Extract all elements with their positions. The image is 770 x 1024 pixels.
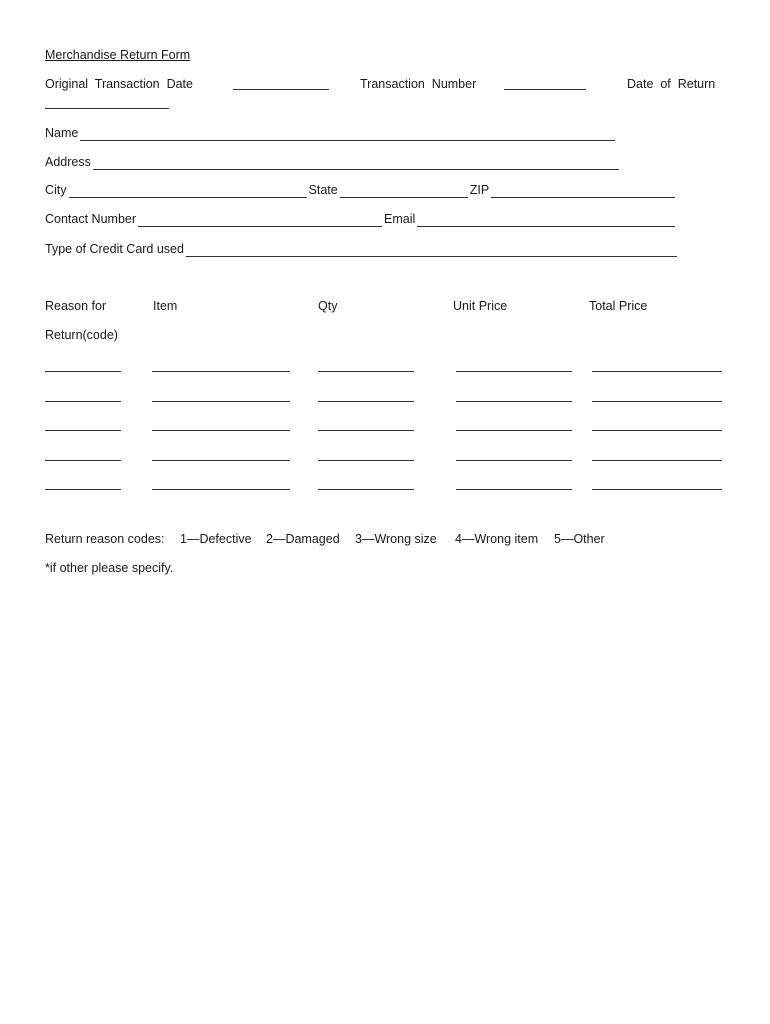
state-field[interactable]: [340, 185, 468, 198]
reason-code-field[interactable]: [45, 460, 121, 461]
code-defective: 1—Defective: [180, 532, 252, 546]
date-of-return-label: Date of Return: [627, 77, 716, 91]
address-row: [45, 155, 621, 170]
qty-field[interactable]: [318, 430, 414, 431]
qty-field[interactable]: [318, 489, 414, 490]
name-field[interactable]: [80, 128, 615, 141]
date-of-return-field[interactable]: [45, 108, 169, 109]
credit-card-field[interactable]: [186, 244, 677, 257]
address-field[interactable]: [93, 157, 619, 170]
contact-number-label: Contact Number: [45, 212, 137, 226]
item-field[interactable]: [152, 489, 290, 490]
qty-field[interactable]: [318, 460, 414, 461]
zip-field[interactable]: [491, 185, 675, 198]
total-price-field[interactable]: [592, 430, 722, 431]
code-other: 5—Other: [554, 532, 605, 546]
header-reason: Reason for: [45, 299, 107, 313]
item-field[interactable]: [152, 401, 290, 402]
qty-field[interactable]: [318, 401, 414, 402]
header-total-price: Total Price: [589, 299, 648, 313]
city-label: City: [45, 183, 67, 197]
original-transaction-date-field[interactable]: [233, 89, 329, 90]
transaction-number-label: Transaction Number: [360, 77, 477, 91]
item-field[interactable]: [152, 371, 290, 372]
unit-price-field[interactable]: [456, 430, 572, 431]
reason-code-field[interactable]: [45, 430, 121, 431]
reason-code-field[interactable]: [45, 489, 121, 490]
email-field[interactable]: [417, 214, 675, 227]
total-price-field[interactable]: [592, 489, 722, 490]
header-qty: Qty: [318, 299, 338, 313]
email-label: Email: [384, 212, 416, 226]
state-label: State: [308, 183, 338, 197]
header-unit-price: Unit Price: [453, 299, 508, 313]
unit-price-field[interactable]: [456, 401, 572, 402]
city-field[interactable]: [69, 185, 307, 198]
reason-code-field[interactable]: [45, 371, 121, 372]
total-price-field[interactable]: [592, 371, 722, 372]
code-damaged: 2—Damaged: [266, 532, 340, 546]
qty-field[interactable]: [318, 371, 414, 372]
unit-price-field[interactable]: [456, 371, 572, 372]
credit-card-label: Type of Credit Card used: [45, 242, 184, 256]
city-state-zip-row: [45, 183, 677, 198]
header-reason-code: Return(code): [45, 328, 118, 342]
unit-price-field[interactable]: [456, 489, 572, 490]
total-price-field[interactable]: [592, 401, 722, 402]
return-codes-label: Return reason codes:: [45, 532, 165, 546]
credit-card-row: [45, 242, 679, 257]
contact-number-field[interactable]: [138, 214, 382, 227]
transaction-number-field[interactable]: [504, 89, 586, 90]
code-wrong-item: 4—Wrong item: [455, 532, 539, 546]
zip-label: ZIP: [469, 183, 490, 197]
name-row: [45, 126, 617, 141]
code-wrong-size: 3—Wrong size: [355, 532, 437, 546]
other-specify-note: *if other please specify.: [45, 561, 174, 575]
address-label: Address: [45, 155, 91, 169]
contact-email-row: [45, 212, 677, 227]
form-title: Merchandise Return Form: [45, 48, 191, 62]
name-label: Name: [45, 126, 79, 140]
original-transaction-date-label: Original Transaction Date: [45, 77, 193, 91]
total-price-field[interactable]: [592, 460, 722, 461]
unit-price-field[interactable]: [456, 460, 572, 461]
item-field[interactable]: [152, 430, 290, 431]
reason-code-field[interactable]: [45, 401, 121, 402]
header-item: Item: [153, 299, 178, 313]
item-field[interactable]: [152, 460, 290, 461]
